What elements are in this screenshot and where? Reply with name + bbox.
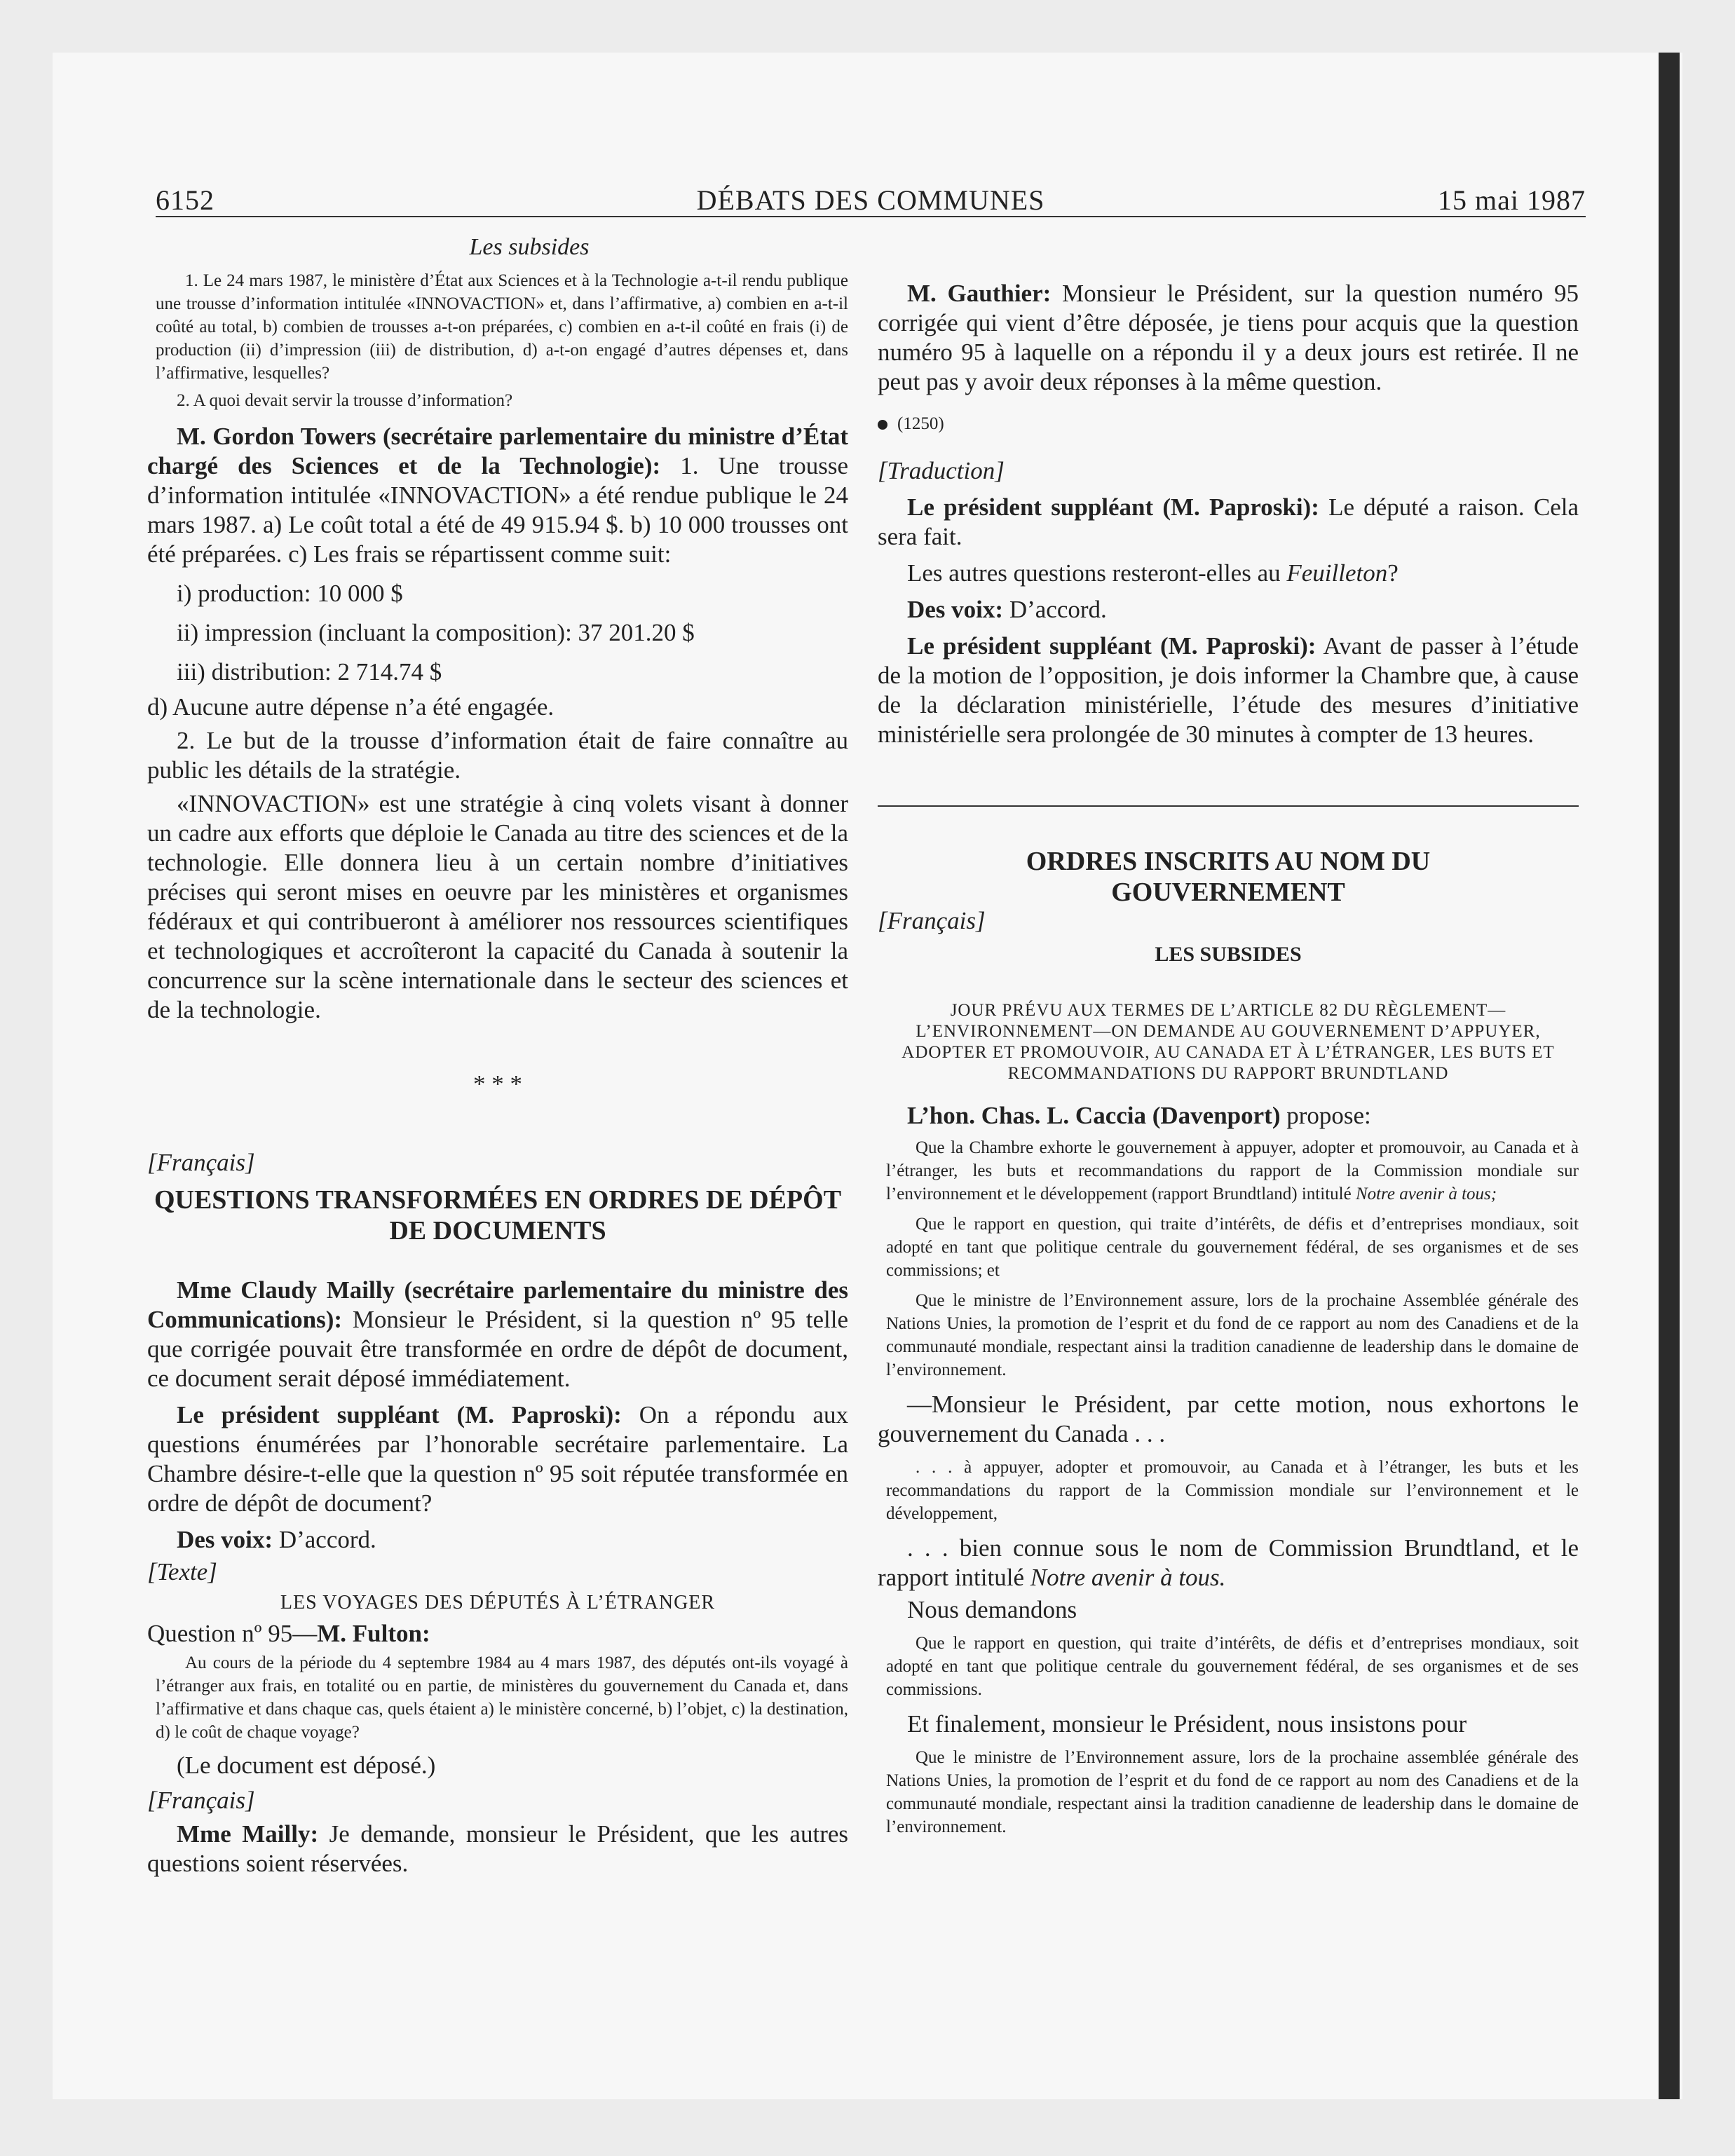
insistons-line: Et finalement, monsieur le Président, nous insistons pour: [907, 1710, 1467, 1738]
question-95-text: Au cours de la période du 4 septembre 1984 au 4 mars 1987, des députés ont-ils voyagé à l’étranger aux frais, en totalité ou en partie, de ministères du gouvernement du Canada et, dans l’affirmative et dans chaque cas, quels étaient a) le ministère concerné, b) l’objet, c) la destination, d) le coût de chaque voyage?: [156, 1653, 848, 1742]
mailly-text: Monsieur le Président, si la question nº 95 telle que corrigée pouvait être transformée en ordre de dépôt de document, ce document serait déposé immédiatement.: [147, 1306, 848, 1392]
question-2: 2. A quoi devait servir la trousse d’information?: [177, 391, 513, 410]
mailly2-text: Je demande, monsieur le Président, que les autres questions soient réservées.: [147, 1820, 849, 1877]
document-depose: (Le document est déposé.): [177, 1752, 436, 1779]
brundtland-title: Notre avenir à tous.: [1030, 1564, 1226, 1591]
towers-speaker: M. Gordon Towers (secrétaire parlementaire du ministre d’État chargé des Sciences et de la Technologie):: [147, 423, 848, 479]
paproski2-text: Avant de passer à l’étude de la motion de l’opposition, je dois informer la Chambre que, à cause de la déclaration ministérielle, l’étude des mesures d’initiative ministérielle sera prolongée de 30 minutes à compter de 13 heures.: [878, 632, 1579, 748]
item-2: 2. Le but de la trousse d’information était de faire connaître au public les détails de la stratégie.: [147, 727, 848, 784]
president-text: On a répondu aux questions énumérées par l’honorable secrétaire parlementaire. La Chambre désire-t-elle que la question nº 95 soit réputée transformée en ordre de dépôt de document?: [147, 1401, 848, 1517]
scan-edge-bar: [1659, 53, 1680, 2099]
paproski2-speaker: Le président suppléant (M. Paproski):: [907, 632, 1316, 660]
exhortons-paragraph: —Monsieur le Président, par cette motion, nous exhortons le gouvernement du Canada . . .: [878, 1391, 1579, 1447]
feuilleton-word: Feuilleton: [1286, 559, 1388, 587]
motion-paragraph-1: [878, 1136, 1579, 1206]
voix-text: D’accord.: [278, 1526, 376, 1553]
feuilleton-text: Les autres questions resteront-elles au: [907, 559, 1287, 587]
language-marker-francais-right: [Français]: [878, 907, 986, 934]
brundtland-paragraph: [878, 1534, 1579, 1592]
section-stars: * * *: [473, 1070, 522, 1098]
page-number: 6152: [156, 184, 215, 216]
cost-distribution: iii) distribution: 2 714.74 $: [177, 658, 442, 685]
president-speaker: Le président suppléant (M. Paproski):: [177, 1401, 622, 1428]
gauthier-statement: [878, 279, 1579, 397]
gauthier-text: Monsieur le Président, sur la question numéro 95 corrigée qui vient d’être déposée, je tiens pour acquis que la question numéro 95 à laquelle on a répondu il y a deux jours est retirée. Il ne peut pas y avoir deux réponses à la même question.: [878, 280, 1579, 395]
motion-paragraph-2b: Que le rapport en question, qui traite d’intérêts, de défis et d’entreprises mondiaux, soit adopté en tant que politique centrale du gouvernement fédéral, de ses organismes et de ses commissions.: [886, 1634, 1579, 1699]
motion-paragraph-3b: Que le ministre de l’Environnement assure, lors de la prochaine assemblée générale des Nations Unies, la promotion de l’esprit et du fond de ce rapport au nom des Canadiens et de la communauté mondiale, respectant ainsi la tradition canadienne de leadership dans le domaine de l’environnement.: [886, 1748, 1579, 1836]
towers-text: 1. Une trousse d’information intitulée «INNOVACTION» a été rendue publique le 24 mars 1987. a) Le coût total a été de 49 915.94 $. b) 10 000 trousses ont été préparées. c) Les frais se répartissent comme suit:: [147, 452, 849, 568]
right-column: [878, 231, 1579, 1838]
caccia-speaker: L’hon. Chas. L. Caccia (Davenport): [907, 1102, 1281, 1129]
voyages-heading: LES VOYAGES DES DÉPUTÉS À L’ÉTRANGER: [280, 1592, 716, 1613]
innovaction-paragraph: «INNOVACTION» est une stratégie à cinq volets visant à donner un cadre aux efforts que déploie le Canada au titre des sciences et de la technologie. Elle donnera lieu à un certain nombre d’initiatives précises qui seront mises en oeuvre par les ministères et organismes fédéraux et qui contribueront à améliorer nos ressources scientifiques et technologiques et accroîteront la capacité du Canada à soutenir la concurrence sur la scène internationale dans le secteur des sciences et de la technologie.: [147, 790, 848, 1023]
item-d: d) Aucune autre dépense n’a été engagée.: [147, 693, 554, 721]
publication-title: DÉBATS DES COMMUNES: [696, 184, 1045, 216]
question-95-line: [147, 1619, 848, 1649]
language-marker-francais-2: [Français]: [147, 1787, 255, 1814]
subsides-heading: LES SUBSIDES: [1155, 943, 1302, 966]
questions-heading: QUESTIONS TRANSFORMÉES EN ORDRES DE DÉPÔT DE DOCUMENTS: [154, 1185, 842, 1246]
caccia-motion-intro: [878, 1101, 1579, 1131]
time-marker: [878, 412, 1579, 435]
subsides-title: Les subsides: [469, 234, 590, 260]
question-95-member: M. Fulton:: [317, 1620, 430, 1647]
demandons-line: Nous demandons: [907, 1596, 1077, 1623]
gauthier-speaker: M. Gauthier:: [907, 280, 1052, 307]
paproski-statement: [878, 493, 1579, 552]
motion-paragraph-2: Que le rapport en question, qui traite d’intérêts, de défis et d’entreprises mondiaux, soit adopté en tant que politique centrale du gouvernement fédéral, de ses organismes et de ses commissions; et: [886, 1215, 1579, 1280]
mailly2-speaker: Mme Mailly:: [177, 1820, 319, 1848]
bullet-icon: [878, 420, 887, 430]
voix-text-right: D’accord.: [1009, 596, 1107, 623]
appuyer-quote: . . . à appuyer, adopter et promouvoir, au Canada et à l’étranger, les buts et les recommandations du rapport de la Commission mondiale sur l’environnement et le développement,: [886, 1458, 1579, 1523]
towers-answer: [147, 422, 848, 569]
page-header: [156, 184, 1586, 217]
paproski-text: Le député a raison. Cela sera fait.: [878, 493, 1579, 550]
time-text: (1250): [897, 414, 944, 433]
language-marker-francais: [Français]: [147, 1149, 255, 1176]
brundtland-text: . . . bien connue sous le nom de Commission Brundtland, et le rapport intitulé: [878, 1534, 1579, 1591]
question-1: 1. Le 24 mars 1987, le ministère d’État aux Sciences et à la Technologie a-t-il rendu publique une trousse d’information intitulée «INNOVACTION» et, dans l’affirmative, a) combien en a-t-il coûté au total, b) combien de trousses a-t-on préparées, c) combien en a-t-il coûté en frais (i) de production (ii) d’impression (iii) de distribution, d) a-t-on engagé d’autres dépenses et, dans l’affirmative, lesquelles?: [156, 271, 848, 383]
jour-prevu-heading: JOUR PRÉVU AUX TERMES DE L’ARTICLE 82 DU RÈGLEMENT—L’ENVIRONNEMENT—ON DEMANDE AU GOUVERNEMENT D’APPUYER, ADOPTER ET PROMOUVOIR, AU CANADA ET À L’ÉTRANGER, LES BUTS ET RECOMMANDATIONS DU RAPPORT BRUNDTLAND: [901, 1001, 1555, 1083]
caccia-text: propose:: [1286, 1102, 1371, 1129]
paproski-speaker: Le président suppléant (M. Paproski):: [907, 493, 1319, 521]
section-divider: [878, 805, 1579, 807]
motion-paragraph-3: Que le ministre de l’Environnement assure, lors de la prochaine Assemblée générale des Nations Unies, la promotion de l’esprit et du fond de ce rapport au nom des Canadiens et de la communauté mondiale, respectant ainsi la tradition canadienne de leadership dans le domaine de l’environnement.: [886, 1291, 1579, 1379]
motion-1-title: Notre avenir à tous;: [1355, 1185, 1497, 1203]
mailly-statement: [147, 1276, 848, 1393]
ordres-heading: ORDRES INSCRITS AU NOM DU GOUVERNEMENT: [1026, 847, 1431, 907]
voix-response: [147, 1525, 848, 1555]
mailly-speaker: Mme Claudy Mailly (secrétaire parlementaire du ministre des Communications):: [147, 1276, 848, 1333]
publication-date: 15 mai 1987: [1438, 184, 1586, 216]
motion-1-text: Que la Chambre exhorte le gouvernement à appuyer, adopter et promouvoir, au Canada et à l’étranger, les buts et recommandations du rapport de la Commission mondiale sur l’environnement et le développement (rapport Brundtland) intitulé: [886, 1138, 1579, 1203]
feuilleton-question: Les autres questions resteront-elles au Feuilleton?: [907, 559, 1399, 587]
voix-response-right: [878, 595, 1579, 625]
language-marker-traduction: [Traduction]: [878, 457, 1005, 484]
president-statement: [147, 1400, 848, 1518]
mailly-request: [147, 1820, 848, 1878]
paproski2-statement: [878, 632, 1579, 749]
language-marker-texte: [Texte]: [147, 1558, 217, 1585]
question-95-label: Question nº 95—: [147, 1620, 318, 1647]
voix-label: Des voix:: [177, 1526, 273, 1553]
cost-impression: ii) impression (incluant la composition): 37 201.20 $: [177, 619, 695, 646]
voix-label-right: Des voix:: [907, 596, 1004, 623]
cost-production: i) production: 10 000 $: [177, 580, 403, 607]
left-column: [147, 231, 848, 1878]
